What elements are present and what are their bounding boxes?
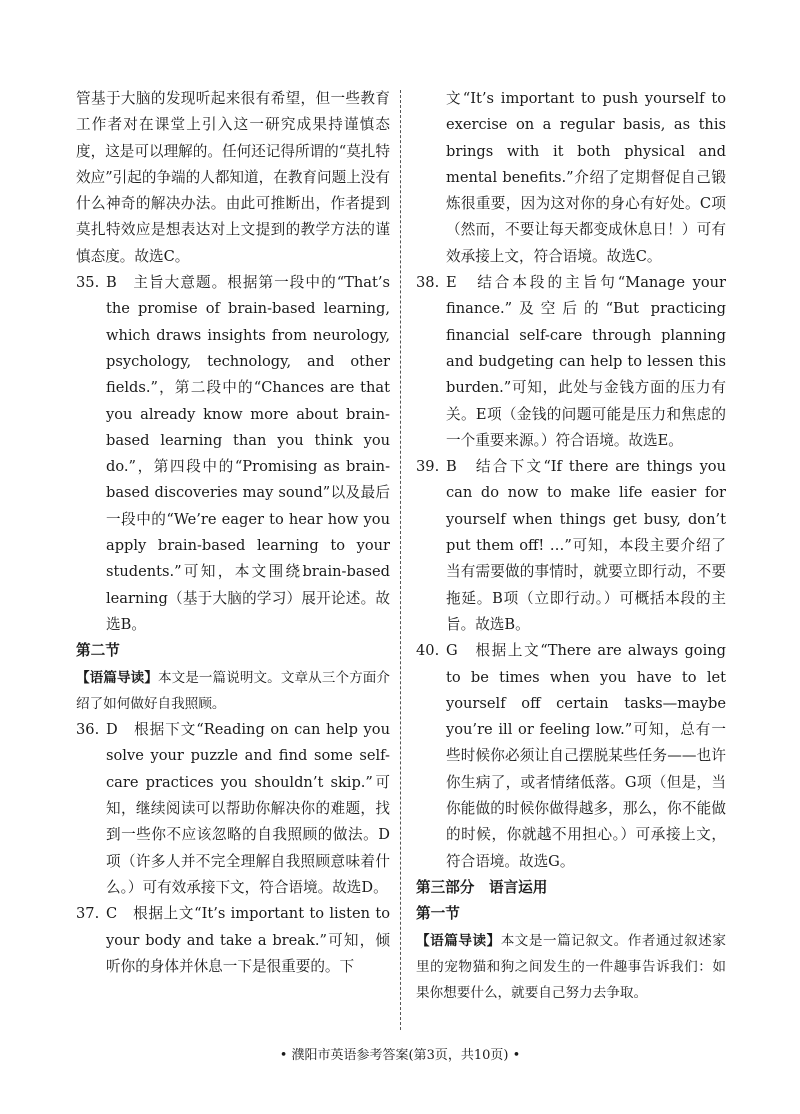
q34-continuation: 管基于大脑的发现听起来很有希望，但一些教育工作者对在课堂上引入这一研究成果持谨慎态度，这是可以理解的。任何还记得所谓的“莫扎特效应”引起的争端的人都知道，在教育问题上没有什么神奇的解决办法。由此可推断出，作者提到莫扎特效应是想表达对上文提到的教学方法的谨慎态度。故选C。 xyxy=(76,90,390,265)
answer-number: 39. xyxy=(416,458,440,476)
column-divider xyxy=(400,90,401,1030)
part-title: 第三部分 语言运用 xyxy=(416,878,548,896)
answer-number: 35. xyxy=(76,274,100,292)
answer-text: D 根据下文“Reading on can help you solve your puzzle and find some self-care practices you shouldn’t skip.”可知，继续阅读可以帮助你解决你的难题，找到一些你不应该忽略的自我照顾的做法。D项（许多人并不完全理解自我照顾意味着什么。）可有效承接下文，符合语境。故选D。 xyxy=(106,721,390,896)
answer-item-38 xyxy=(416,270,726,454)
answer-item-39 xyxy=(416,454,726,638)
guide-text: 本文是一篇记叙文。作者通过叙述家里的宠物猫和狗之间发生的一件趣事告诉我们：如果你想要什么，就要自己努力去争取。 xyxy=(416,932,726,1002)
reading-guide xyxy=(76,665,390,718)
answer-item-37-continuation xyxy=(416,86,726,270)
answer-number: 40. xyxy=(416,642,440,660)
answer-item-40 xyxy=(416,638,726,875)
answer-text: 文“It’s important to push yourself to exercise on a regular basis, as this brings with it both physical and mental benefits.”介绍了定期督促自己锻炼很重要，因为这对你的身心有好处。C项（然而，不要让每天都变成休息日！）可有效承接上文，符合语境。故选C。 xyxy=(446,90,726,265)
answer-number: 38. xyxy=(416,274,440,292)
reading-guide xyxy=(416,928,726,1007)
answer-number: 37. xyxy=(76,905,100,923)
page-footer: • 濮阳市英语参考答案(第3页，共10页) • xyxy=(279,1048,521,1063)
left-column xyxy=(76,86,390,980)
guide-text: 本文是一篇说明文。文章从三个方面介绍了如何做好自我照顾。 xyxy=(76,669,391,712)
answer-text: G 根据上文“There are always going to be times when you have to let yourself off certain tasks—maybe you’re ill or feeling low.”可知，总有一些时候你必须让自己摆脱某些任务——也许你生病了，或者情绪低落。G项（但是，当你能做的时候你做得越多，那么，你不能做的时候，你就越不用担心。）可承接上文，符合语境。故选G。 xyxy=(446,642,726,870)
answer-text: C 根据上文“It’s important to listen to your body and take a break.”可知，倾听你的身体并休息一下是很重要的。下 xyxy=(106,905,390,975)
answer-item-37 xyxy=(76,901,390,980)
answer-item-36 xyxy=(76,717,390,901)
guide-label: 【语篇导读】 xyxy=(416,932,501,949)
answer-number: 36. xyxy=(76,721,100,739)
answer-text: B 主旨大意题。根据第一段中的“That’s the promise of brain-based learning, which draws insights from neurology, psychology, technology, and other fields.”，第二段中的“Chances are that you already know more about brain-based learning than you think you do.”，第四段中的“Promising as brain-based discoveries may sound”以及最后一段中的“We’re eager to hear how you apply brain-based learning to your students.”可知，本文围绕brain-based learning（基于大脑的学习）展开论述。故选B。 xyxy=(106,274,390,633)
answer-text: B 结合下文“If there are things you can do now to make life easier for yourself when things get busy, don’t put them off! …”可知，本段主要介绍了当有需要做的事情时，就要立即行动，不要拖延。B项（立即行动。）可概括本段的主旨。故选B。 xyxy=(446,458,726,633)
answer-text: E 结合本段的主旨句“Manage your finance.”及空后的“But practicing financial self-care through planning and budgeting can help to lessen this burden.”可知，此处与金钱方面的压力有关。E项（金钱的问题可能是压力和焦虑的一个重要来源。）符合语境。故选E。 xyxy=(446,274,726,449)
right-column xyxy=(416,86,726,1006)
section-title: 第二节 xyxy=(76,642,120,660)
answer-item-35 xyxy=(76,270,390,638)
guide-label: 【语篇导读】 xyxy=(76,669,158,686)
section-title: 第一节 xyxy=(416,905,460,923)
